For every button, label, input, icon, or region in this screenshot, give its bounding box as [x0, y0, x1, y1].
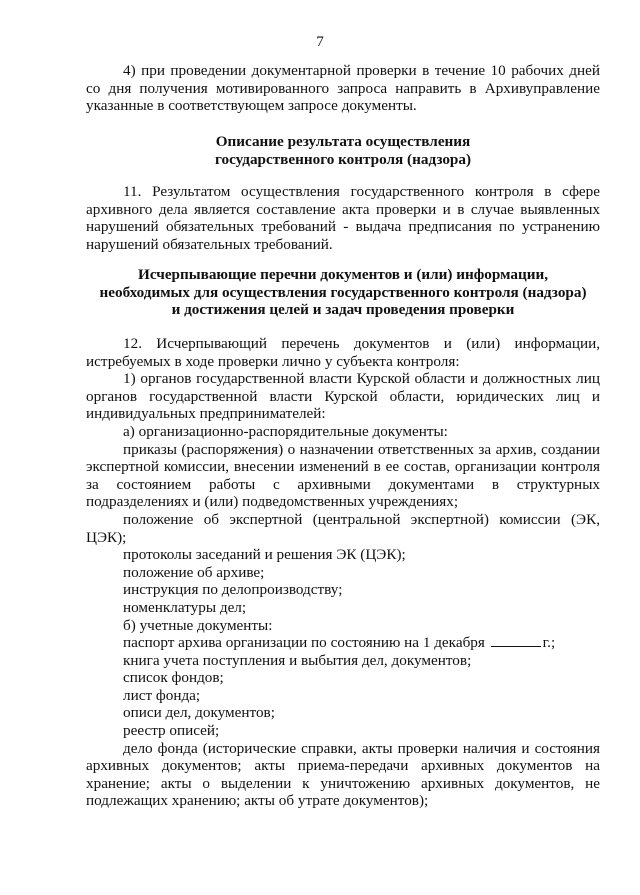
- nomenclature-item: номенклатуры дел;: [123, 598, 247, 616]
- fund-list-item: список фондов;: [123, 669, 224, 687]
- item-1: 1) органов государственной власти Курской области и должностных лиц органов государственной власти Курской области, юридических лиц и индивидуальных предпринимателей:: [86, 370, 600, 423]
- heading-line: Описание результата осуществления: [215, 133, 471, 150]
- item-b: б) учетные документы:: [123, 616, 273, 634]
- date-blank-line: [491, 634, 541, 647]
- passport-item: паспорт архива организации по состоянию на 1 декабря г.;: [123, 634, 556, 652]
- inventories-item: описи дел, документов;: [123, 704, 275, 722]
- paragraph-12: 12. Исчерпывающий перечень документов и (или) информации, истребуемых в ходе проверки лично у субъекта контроля:: [86, 335, 600, 370]
- book-item: книга учета поступления и выбытия дел, документов;: [123, 651, 472, 669]
- heading-document-lists: [86, 266, 600, 319]
- heading-result-description: [86, 133, 600, 168]
- archive-regulation-item: положение об архиве;: [123, 563, 265, 581]
- heading-line: Исчерпывающие перечни документов и (или) информации,: [138, 266, 548, 283]
- heading-line: и достижения целей и задач проведения проверки: [171, 301, 515, 319]
- paragraph-11: 11. Результатом осуществления государственного контроля в сфере архивного дела является составление акта проверки и в случае выявленных нарушений обязательных требований - выдача предписания по устранению нарушений обязательных требований.: [86, 183, 600, 253]
- page-number: 7: [316, 33, 324, 50]
- instruction-item: инструкция по делопроизводству;: [123, 581, 343, 599]
- fund-sheet-item: лист фонда;: [123, 686, 201, 704]
- document-list-body: [86, 335, 600, 810]
- ek-regulation-item: положение об экспертной (центральной экспертной) комиссии (ЭК, ЦЭК);: [86, 510, 600, 546]
- heading-line: необходимых для осуществления государственного контроля (надзора): [99, 283, 587, 301]
- ek-protocols-item: протоколы заседаний и решения ЭК (ЦЭК);: [123, 546, 406, 564]
- orders-item: приказы (распоряжения) о назначении ответственных за архив, создании экспертной комиссии, внесении изменений в ее состав, организации контроля за состоянием работы с архивными документами в структурных подразделениях и (или) подведомственных учреждениях;: [86, 440, 600, 511]
- item-a: а) организационно-распорядительные документы:: [123, 422, 448, 440]
- fund-case-item: дело фонда (исторические справки, акты проверки наличия и состояния архивных документов; акты приема-передачи архивных документов на хранение; акты о выделении к уничтожению архивных документов, не подлежащих хранению; акты об утрате документов);: [86, 739, 600, 810]
- registry-item: реестр описей;: [123, 722, 220, 740]
- paragraph-4: 4) при проведении документарной проверки в течение 10 рабочих дней со дня получения мотивированного запроса направить в Архивуправление указанные в соответствующем запросе документы.: [86, 62, 600, 115]
- heading-line: государственного контроля (надзора): [214, 150, 472, 168]
